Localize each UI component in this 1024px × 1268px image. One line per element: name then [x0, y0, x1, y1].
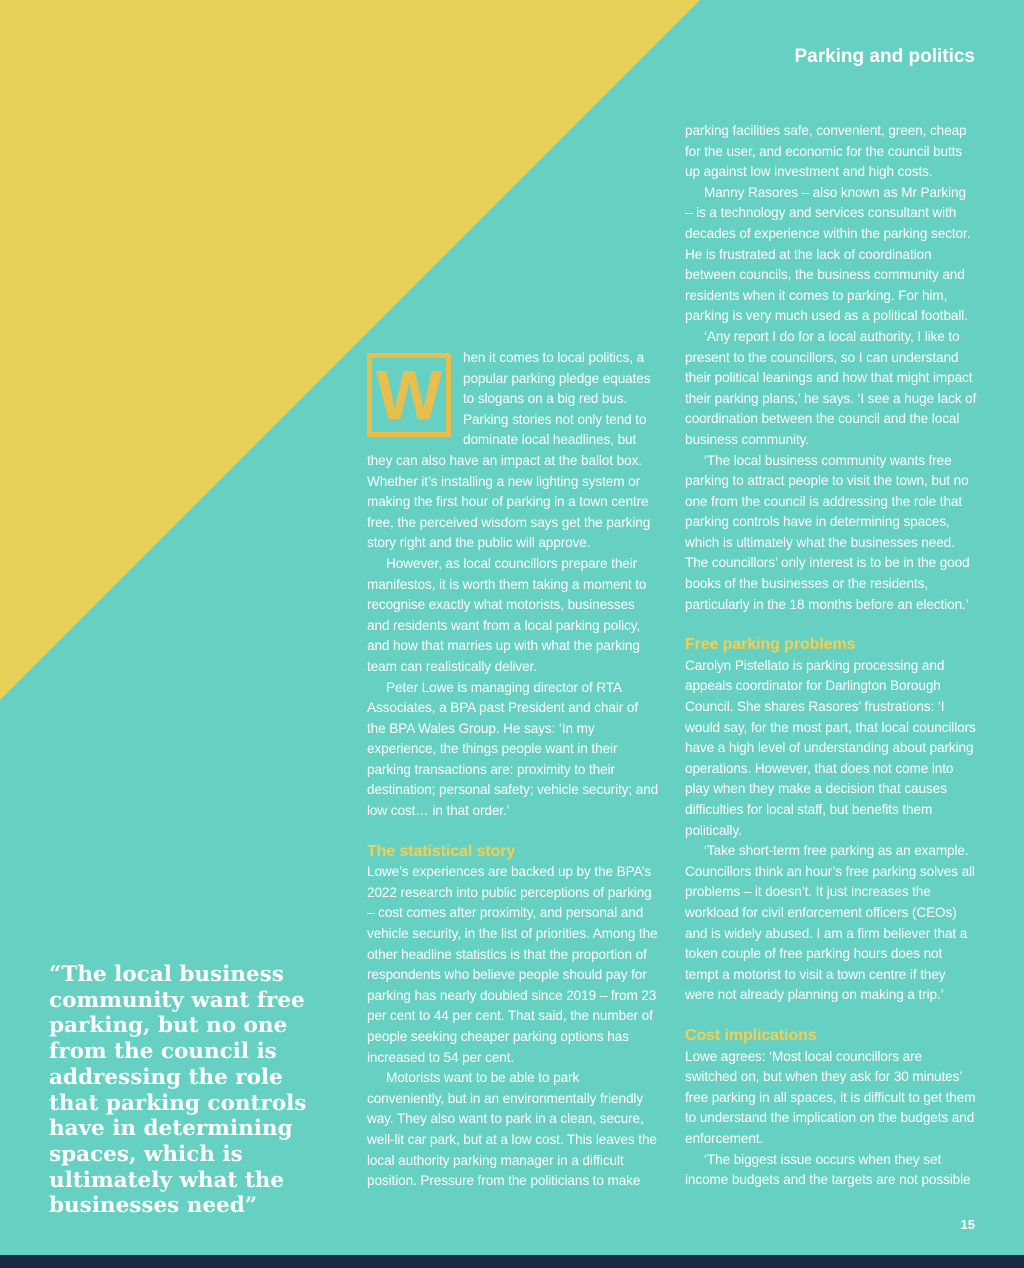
section-title: Parking and politics — [794, 46, 975, 67]
paragraph: However, as local councillors prepare their manifestos, it is worth them taking a moment to recognise exactly what motorists, businesses and residents want from a local parking policy, and how that marries up with what the parking team can realistically deliver. — [367, 555, 647, 674]
paragraph: ‘The biggest issue occurs when they set income budgets and the targets are not possible — [685, 1151, 971, 1188]
paragraph: Carolyn Pistellato is parking processing and appeals coordinator for Darlington Borough Council. She shares Rasores’ frustrations: ‘I would say, for the most part, that local councillors have a high level of understanding about parking operations. However, that does not come into play when they make a decision that causes difficulties for local staff, but benefits them politically. — [685, 657, 976, 838]
subheading: Cost implications — [685, 1026, 817, 1044]
paragraph: hen it comes to local politics, a popular parking pledge equates to slogans on a big red bus. Parking stories not only tend to dominate local headlines, but they can also have an impact at the ballot box. Whether it’s installing a new lighting system or making the first hour of parking in a town centre free, the perceived wisdom says get the parking story right and the public will approve. — [367, 350, 651, 551]
paragraph: ‘Take short-term free parking as an example. Councillors think an hour’s free parking solves all problems – it doesn’t. It just increases the workload for civil enforcement officers (CEOs) and is widely abused. I am a firm believer that a token couple of free parking hours does not tempt a motorist to visit a town centre if they were not already planning on making a trip.’ — [685, 843, 975, 1003]
drop-cap: W — [367, 353, 451, 437]
footer-bar — [0, 1255, 1024, 1268]
article-column-middle — [367, 348, 659, 1192]
page-number: 15 — [960, 1217, 975, 1232]
article-column-right — [685, 121, 977, 1191]
subheading: The statistical story — [367, 842, 516, 860]
paragraph: Peter Lowe is managing director of RTA Associates, a BPA past President and chair of the BPA Wales Group. He says: ‘In my experience, the things people want in their parking transactions are: proximity to their destination; personal safety; vehicle security; and low cost… in that order.’ — [367, 679, 659, 819]
paragraph: Lowe’s experiences are backed up by the BPA’s 2022 research into public perceptions of parking – cost comes after proximity, and personal and vehicle security, in the list of priorities. Among the other headline statistics is that the proportion of respondents who believe people should pay for parking has nearly doubled since 2019 – from 23 per cent to 44 per cent. That said, the number of people seeking cheaper parking options has increased to 54 per cent. — [367, 864, 658, 1065]
subheading: Free parking problems — [685, 636, 856, 654]
pull-quote: “The local business community want free parking, but no one from the council is addressing the role that parking controls have in determining spaces, which is ultimately what the businesses need” — [49, 962, 307, 1219]
paragraph: Manny Rasores – also known as Mr Parking – is a technology and services consultant with decades of experience within the parking sector. He is frustrated at the lack of coordination between councils, the business community and residents when it comes to parking. For him, parking is very much used as a political football. — [685, 184, 971, 324]
paragraph: Motorists want to be able to park conveniently, but in an environmentally friendly way. They also want to park in a clean, secure, well-lit car park, but at a low cost. This leaves the local authority parking manager in a difficult position. Pressure from the politicians to make — [367, 1070, 657, 1189]
paragraph: ‘Any report I do for a local authority, I like to present to the councillors, so I can understand their political leanings and how that might impact their parking plans,’ he says. ‘I see a huge lack of coordination between the council and the local business community. — [685, 328, 977, 447]
paragraph: ‘The local business community wants free parking to attract people to visit the town, but no one from the council is addressing the role that parking controls have in determining spaces, which is ultimately what the businesses need. The councillors’ only interest is to be in the good books of the businesses or the residents, particularly in the 18 months before an election.’ — [685, 452, 970, 612]
paragraph: Lowe agrees: ‘Most local councillors are switched on, but when they ask for 30 minutes’ free parking in all spaces, it is difficult to get them to understand the implication on the budgets and enforcement. — [685, 1048, 976, 1146]
paragraph: parking facilities safe, convenient, green, cheap for the user, and economic for the council butts up against low investment and high costs. — [685, 123, 967, 180]
